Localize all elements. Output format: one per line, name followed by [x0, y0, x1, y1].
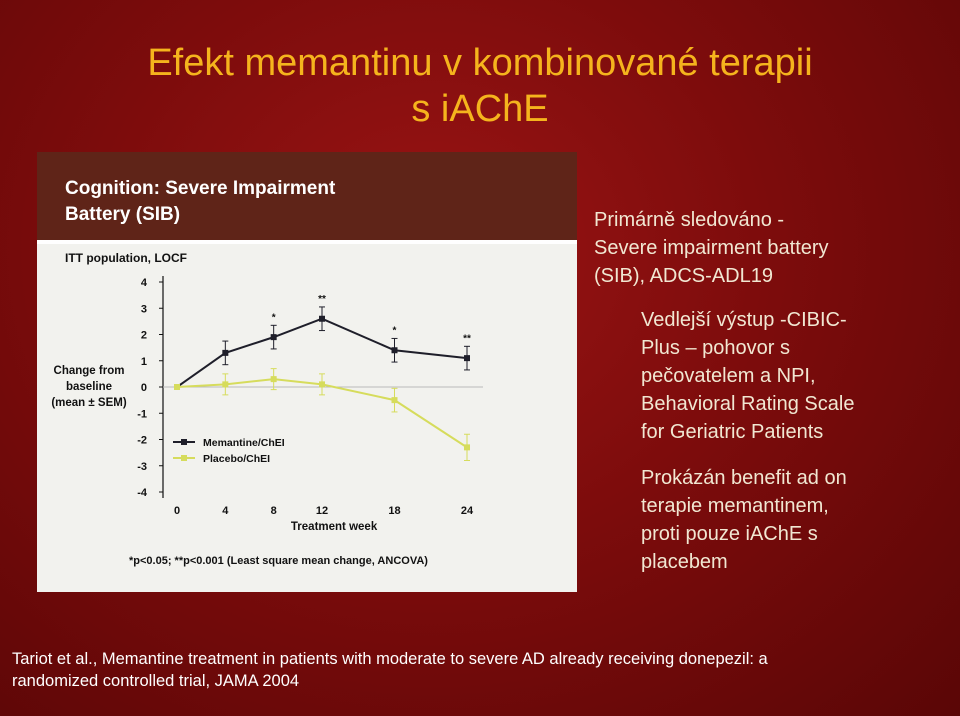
- y-axis-label-line: (mean ± SEM): [51, 397, 127, 409]
- y-tick-label: 0: [140, 382, 147, 394]
- sib-chart-figure: [37, 152, 577, 592]
- conclusion-text: [641, 464, 847, 576]
- significance-marker: *: [392, 325, 397, 337]
- y-tick-label: 3: [140, 303, 147, 316]
- x-tick-label: 24: [460, 505, 474, 517]
- x-tick-label: 0: [173, 505, 181, 517]
- reference-line-1: Tariot et al., Memantine treatment in patients with moderate to severe AD already receiving donepezil: a: [12, 650, 768, 668]
- data-point-placebo: [271, 376, 277, 382]
- chart-footnote: *p<0.05; **p<0.001 (Least square mean change, ANCOVA): [129, 555, 428, 567]
- sib-line-chart: [37, 152, 577, 592]
- data-point-placebo: [464, 444, 470, 450]
- conclusion-line-3: proti pouze iAChE s: [641, 523, 818, 545]
- y-tick-label: -3: [137, 460, 147, 473]
- secondary-line-2: Plus – pohovor s: [641, 337, 790, 359]
- conclusion-line-1: Prokázán benefit ad on: [641, 467, 847, 489]
- y-tick-label: 1: [140, 355, 147, 368]
- significance-marker: **: [318, 293, 326, 305]
- secondary-line-4: Behavioral Rating Scale: [641, 393, 855, 415]
- y-tick-label: 2: [140, 329, 147, 342]
- x-tick-label: 12: [315, 505, 329, 517]
- conclusion-line-4: placebem: [641, 551, 728, 573]
- data-point-memantine: [392, 347, 398, 353]
- chart-subtitle: ITT population, LOCF: [65, 251, 187, 265]
- x-axis-label: Treatment week: [290, 521, 378, 533]
- legend-swatch-marker: [181, 455, 187, 461]
- legend-swatch-marker: [181, 439, 187, 445]
- y-tick-label: -1: [137, 408, 147, 421]
- x-tick-label: 4: [222, 505, 229, 517]
- chart-title-line-2: Battery (SIB): [65, 204, 181, 225]
- data-point-memantine: [464, 355, 470, 361]
- y-tick-label: 4: [140, 277, 147, 289]
- x-tick-label: 8: [270, 505, 277, 517]
- primary-line-3: (SIB), ADCS-ADL19: [594, 265, 773, 287]
- significance-marker: **: [463, 333, 471, 345]
- data-point-memantine: [271, 334, 277, 340]
- title-line-2: s iAChE: [411, 88, 549, 130]
- primary-line-2: Severe impairment battery: [594, 237, 829, 259]
- y-tick-label: -4: [137, 487, 147, 499]
- data-point-placebo: [174, 384, 180, 390]
- data-point-placebo: [222, 381, 228, 387]
- reference-line-2: randomized controlled trial, JAMA 2004: [12, 672, 300, 690]
- data-point-memantine: [222, 350, 228, 356]
- y-axis-label-line: Change from: [53, 365, 125, 377]
- data-point-placebo: [392, 397, 398, 403]
- chart-title-line-1: Cognition: Severe Impairment: [65, 178, 336, 199]
- slide-title: [0, 40, 960, 132]
- secondary-line-3: pečovatelem a NPI,: [641, 365, 816, 387]
- data-point-memantine: [319, 316, 325, 322]
- primary-endpoint-text: [594, 206, 829, 290]
- reference-citation: [12, 648, 952, 692]
- title-line-1: Efekt memantinu v kombinované terapii: [147, 42, 813, 84]
- legend-entry-label: Placebo/ChEI: [203, 453, 271, 465]
- x-tick-label: 18: [388, 505, 401, 517]
- secondary-endpoint-text: [641, 306, 854, 446]
- significance-marker: *: [271, 312, 276, 324]
- data-point-placebo: [319, 381, 325, 387]
- conclusion-line-2: terapie memantinem,: [641, 495, 829, 517]
- secondary-line-5: for Geriatric Patients: [641, 421, 824, 443]
- legend-entry-label: Memantine/ChEI: [203, 437, 285, 449]
- secondary-line-1: Vedlejší výstup -CIBIC-: [641, 309, 847, 331]
- figure-header-divider: [37, 240, 577, 244]
- primary-line-1: Primárně sledováno -: [594, 209, 785, 231]
- y-tick-label: -2: [137, 434, 147, 447]
- y-axis-label-line: baseline: [65, 381, 113, 393]
